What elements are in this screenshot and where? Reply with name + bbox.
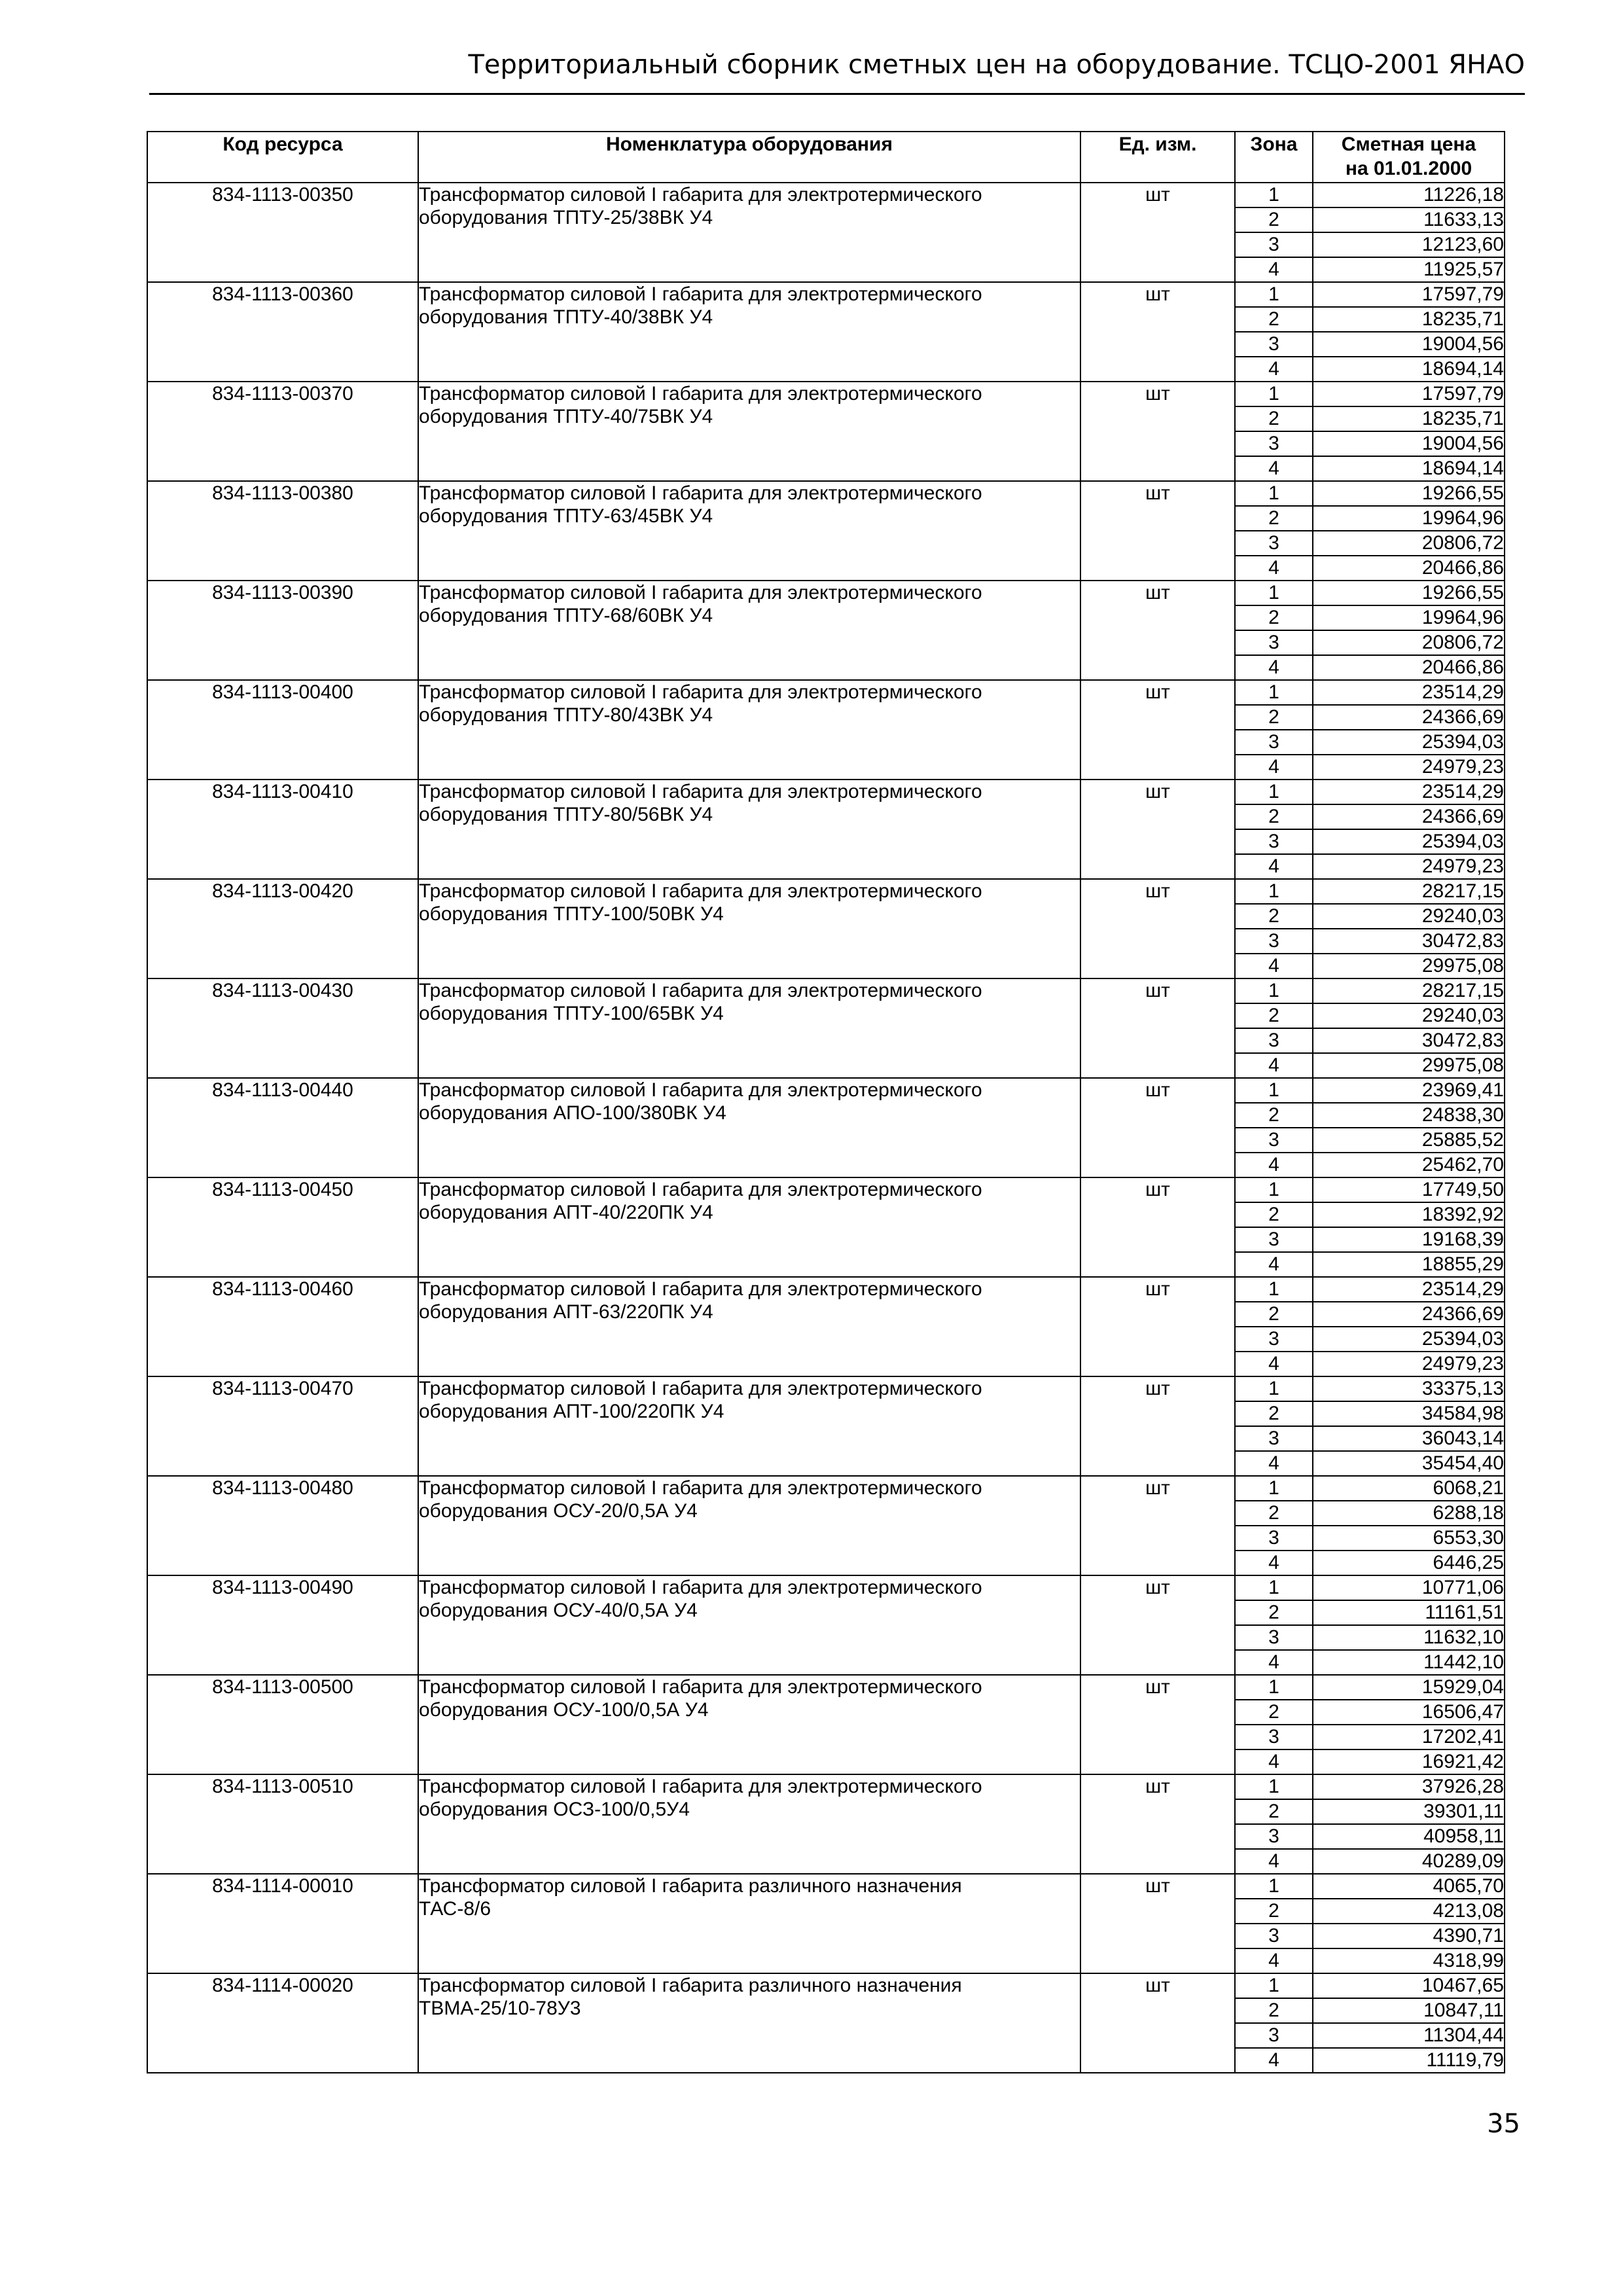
price-cell: 19964,96 bbox=[1313, 506, 1505, 531]
equipment-name-line1: Трансформатор силовой I габарита различного назначения bbox=[419, 1975, 962, 1996]
price-cell: 6068,21 bbox=[1313, 1476, 1505, 1501]
zone-cell: 2 bbox=[1235, 1600, 1313, 1625]
resource-code-cell: 834-1114-00020 bbox=[147, 1973, 418, 2073]
zone-cell: 2 bbox=[1235, 1302, 1313, 1327]
zone-cell: 2 bbox=[1235, 406, 1313, 431]
column-header-name: Номенклатура оборудования bbox=[418, 132, 1080, 183]
column-header-zone: Зона bbox=[1235, 132, 1313, 183]
unit-cell: шт bbox=[1080, 1277, 1235, 1376]
price-cell: 20466,86 bbox=[1313, 556, 1505, 581]
zone-cell: 3 bbox=[1235, 1924, 1313, 1948]
document-title: Территориальный сборник сметных цен на оборудование. ТСЦО-2001 ЯНАО bbox=[468, 50, 1525, 80]
zone-cell: 3 bbox=[1235, 531, 1313, 556]
price-cell: 19168,39 bbox=[1313, 1227, 1505, 1252]
zone-cell: 2 bbox=[1235, 605, 1313, 630]
unit-cell: шт bbox=[1080, 382, 1235, 481]
equipment-name-line2: оборудования АПТ-100/220ПК У4 bbox=[419, 1401, 724, 1422]
equipment-name-line1: Трансформатор силовой I габарита для электротермического bbox=[419, 1179, 982, 1200]
equipment-name-line2: оборудования ОСЗ-100/0,5У4 bbox=[419, 1799, 690, 1820]
equipment-name-line2: оборудования ТПТУ-63/45ВК У4 bbox=[419, 505, 713, 527]
resource-code-cell: 834-1113-00500 bbox=[147, 1675, 418, 1774]
resource-code-cell: 834-1113-00360 bbox=[147, 282, 418, 382]
price-cell: 23514,29 bbox=[1313, 1277, 1505, 1302]
price-cell: 24979,23 bbox=[1313, 854, 1505, 879]
price-cell: 24366,69 bbox=[1313, 804, 1505, 829]
price-cell: 16506,47 bbox=[1313, 1700, 1505, 1725]
resource-code-cell: 834-1113-00380 bbox=[147, 481, 418, 581]
zone-cell: 4 bbox=[1235, 357, 1313, 382]
equipment-name-cell bbox=[418, 1476, 1080, 1575]
zone-cell: 1 bbox=[1235, 382, 1313, 406]
equipment-name-line1: Трансформатор силовой I габарита для электротермического bbox=[419, 383, 982, 404]
column-header-price-line1: Сметная цена bbox=[1341, 134, 1476, 155]
zone-cell: 3 bbox=[1235, 2023, 1313, 2048]
equipment-name-line2: оборудования АПО-100/380ВК У4 bbox=[419, 1102, 726, 1124]
zone-cell: 2 bbox=[1235, 1103, 1313, 1128]
table-row bbox=[147, 481, 1505, 506]
resource-code-cell: 834-1113-00400 bbox=[147, 680, 418, 780]
unit-cell: шт bbox=[1080, 879, 1235, 978]
zone-cell: 4 bbox=[1235, 655, 1313, 680]
zone-cell: 1 bbox=[1235, 1575, 1313, 1600]
table-body bbox=[147, 183, 1505, 2073]
equipment-name-cell bbox=[418, 1078, 1080, 1177]
resource-code-cell: 834-1113-00440 bbox=[147, 1078, 418, 1177]
equipment-name-cell bbox=[418, 1874, 1080, 1973]
price-cell: 24366,69 bbox=[1313, 1302, 1505, 1327]
zone-cell: 1 bbox=[1235, 1874, 1313, 1899]
equipment-name-cell bbox=[418, 780, 1080, 879]
price-cell: 33375,13 bbox=[1313, 1376, 1505, 1401]
equipment-name-cell bbox=[418, 1376, 1080, 1476]
price-cell: 10467,65 bbox=[1313, 1973, 1505, 1998]
equipment-name-line2: оборудования ТПТУ-100/50ВК У4 bbox=[419, 903, 724, 925]
price-cell: 6288,18 bbox=[1313, 1501, 1505, 1526]
zone-cell: 4 bbox=[1235, 1551, 1313, 1575]
price-cell: 19004,56 bbox=[1313, 431, 1505, 456]
zone-cell: 4 bbox=[1235, 456, 1313, 481]
equipment-name-cell bbox=[418, 1675, 1080, 1774]
price-cell: 12123,60 bbox=[1313, 232, 1505, 257]
zone-cell: 1 bbox=[1235, 978, 1313, 1003]
price-cell: 37926,28 bbox=[1313, 1774, 1505, 1799]
zone-cell: 4 bbox=[1235, 1053, 1313, 1078]
equipment-name-cell bbox=[418, 382, 1080, 481]
equipment-name-line2: оборудования АПТ-63/220ПК У4 bbox=[419, 1301, 713, 1323]
column-header-unit: Ед. изм. bbox=[1080, 132, 1235, 183]
price-cell: 23514,29 bbox=[1313, 680, 1505, 705]
zone-cell: 3 bbox=[1235, 1128, 1313, 1153]
zone-cell: 3 bbox=[1235, 1227, 1313, 1252]
zone-cell: 4 bbox=[1235, 954, 1313, 978]
resource-code-cell: 834-1113-00370 bbox=[147, 382, 418, 481]
zone-cell: 2 bbox=[1235, 506, 1313, 531]
zone-cell: 1 bbox=[1235, 1774, 1313, 1799]
resource-code-cell: 834-1113-00460 bbox=[147, 1277, 418, 1376]
equipment-name-line2: оборудования ТПТУ-80/43ВК У4 bbox=[419, 704, 713, 726]
table-row bbox=[147, 1177, 1505, 1202]
zone-cell: 2 bbox=[1235, 1401, 1313, 1426]
table-row bbox=[147, 1476, 1505, 1501]
column-header-price-line2: на 01.01.2000 bbox=[1345, 158, 1472, 179]
price-cell: 25462,70 bbox=[1313, 1153, 1505, 1177]
unit-cell: шт bbox=[1080, 1575, 1235, 1675]
equipment-name-line2: оборудования ОСУ-20/0,5А У4 bbox=[419, 1500, 698, 1522]
page-header bbox=[149, 47, 1525, 95]
equipment-name-line1: Трансформатор силовой I габарита для электротермического bbox=[419, 980, 982, 1001]
resource-code-cell: 834-1113-00490 bbox=[147, 1575, 418, 1675]
unit-cell: шт bbox=[1080, 1874, 1235, 1973]
price-cell: 20466,86 bbox=[1313, 655, 1505, 680]
price-cell: 15929,04 bbox=[1313, 1675, 1505, 1700]
equipment-name-line2: оборудования ОСУ-100/0,5А У4 bbox=[419, 1699, 709, 1721]
zone-cell: 3 bbox=[1235, 1028, 1313, 1053]
zone-cell: 2 bbox=[1235, 1899, 1313, 1924]
equipment-name-cell bbox=[418, 481, 1080, 581]
price-cell: 17749,50 bbox=[1313, 1177, 1505, 1202]
zone-cell: 1 bbox=[1235, 879, 1313, 904]
resource-code-cell: 834-1113-00430 bbox=[147, 978, 418, 1078]
zone-cell: 3 bbox=[1235, 1526, 1313, 1551]
price-cell: 18855,29 bbox=[1313, 1252, 1505, 1277]
price-cell: 19266,55 bbox=[1313, 581, 1505, 605]
price-table bbox=[147, 131, 1505, 2073]
price-cell: 11632,10 bbox=[1313, 1625, 1505, 1650]
equipment-name-line2: оборудования ОСУ-40/0,5А У4 bbox=[419, 1600, 698, 1621]
table-row bbox=[147, 1675, 1505, 1700]
zone-cell: 1 bbox=[1235, 1376, 1313, 1401]
equipment-name-cell bbox=[418, 183, 1080, 282]
zone-cell: 2 bbox=[1235, 1501, 1313, 1526]
table-row bbox=[147, 1973, 1505, 1998]
equipment-name-line2: оборудования ТПТУ-80/56ВК У4 bbox=[419, 804, 713, 825]
equipment-name-cell bbox=[418, 1575, 1080, 1675]
table-row bbox=[147, 382, 1505, 406]
price-cell: 11442,10 bbox=[1313, 1650, 1505, 1675]
price-cell: 11925,57 bbox=[1313, 257, 1505, 282]
equipment-name-line1: Трансформатор силовой I габарита для электротермического bbox=[419, 1676, 982, 1698]
price-cell: 11119,79 bbox=[1313, 2048, 1505, 2073]
column-header-price bbox=[1313, 132, 1505, 183]
price-cell: 6553,30 bbox=[1313, 1526, 1505, 1551]
price-cell: 40958,11 bbox=[1313, 1824, 1505, 1849]
price-cell: 11633,13 bbox=[1313, 207, 1505, 232]
price-cell: 4213,08 bbox=[1313, 1899, 1505, 1924]
equipment-name-cell bbox=[418, 1177, 1080, 1277]
zone-cell: 1 bbox=[1235, 1078, 1313, 1103]
unit-cell: шт bbox=[1080, 978, 1235, 1078]
zone-cell: 2 bbox=[1235, 705, 1313, 730]
equipment-name-line1: Трансформатор силовой I габарита для электротермического bbox=[419, 1577, 982, 1598]
price-cell: 34584,98 bbox=[1313, 1401, 1505, 1426]
price-cell: 17597,79 bbox=[1313, 282, 1505, 307]
unit-cell: шт bbox=[1080, 581, 1235, 680]
zone-cell: 4 bbox=[1235, 257, 1313, 282]
price-cell: 23969,41 bbox=[1313, 1078, 1505, 1103]
price-cell: 18235,71 bbox=[1313, 307, 1505, 332]
equipment-name-line1: Трансформатор силовой I габарита для электротермического bbox=[419, 582, 982, 603]
equipment-name-line1: Трансформатор силовой I габарита для электротермического bbox=[419, 880, 982, 902]
price-cell: 17597,79 bbox=[1313, 382, 1505, 406]
unit-cell: шт bbox=[1080, 183, 1235, 282]
price-cell: 19004,56 bbox=[1313, 332, 1505, 357]
price-cell: 6446,25 bbox=[1313, 1551, 1505, 1575]
table-row bbox=[147, 1277, 1505, 1302]
unit-cell: шт bbox=[1080, 1774, 1235, 1874]
price-cell: 24979,23 bbox=[1313, 1352, 1505, 1376]
price-cell: 18235,71 bbox=[1313, 406, 1505, 431]
price-cell: 40289,09 bbox=[1313, 1849, 1505, 1874]
price-cell: 30472,83 bbox=[1313, 1028, 1505, 1053]
zone-cell: 1 bbox=[1235, 581, 1313, 605]
table-row bbox=[147, 581, 1505, 605]
price-cell: 10771,06 bbox=[1313, 1575, 1505, 1600]
zone-cell: 1 bbox=[1235, 1675, 1313, 1700]
zone-cell: 2 bbox=[1235, 1799, 1313, 1824]
table-row bbox=[147, 680, 1505, 705]
table-row bbox=[147, 780, 1505, 804]
page-number: 35 bbox=[1487, 2109, 1520, 2139]
equipment-name-line1: Трансформатор силовой I габарита для электротермического bbox=[419, 482, 982, 504]
zone-cell: 2 bbox=[1235, 804, 1313, 829]
unit-cell: шт bbox=[1080, 1476, 1235, 1575]
zone-cell: 3 bbox=[1235, 929, 1313, 954]
price-cell: 19964,96 bbox=[1313, 605, 1505, 630]
zone-cell: 3 bbox=[1235, 730, 1313, 755]
price-cell: 4065,70 bbox=[1313, 1874, 1505, 1899]
zone-cell: 3 bbox=[1235, 232, 1313, 257]
price-cell: 35454,40 bbox=[1313, 1451, 1505, 1476]
unit-cell: шт bbox=[1080, 1078, 1235, 1177]
zone-cell: 4 bbox=[1235, 854, 1313, 879]
price-cell: 29975,08 bbox=[1313, 954, 1505, 978]
price-cell: 36043,14 bbox=[1313, 1426, 1505, 1451]
price-cell: 18694,14 bbox=[1313, 357, 1505, 382]
equipment-name-line1: Трансформатор силовой I габарита для электротермического bbox=[419, 1278, 982, 1300]
table-row bbox=[147, 282, 1505, 307]
zone-cell: 4 bbox=[1235, 1451, 1313, 1476]
zone-cell: 4 bbox=[1235, 1252, 1313, 1277]
resource-code-cell: 834-1113-00450 bbox=[147, 1177, 418, 1277]
unit-cell: шт bbox=[1080, 1376, 1235, 1476]
zone-cell: 4 bbox=[1235, 1153, 1313, 1177]
price-cell: 30472,83 bbox=[1313, 929, 1505, 954]
price-cell: 11226,18 bbox=[1313, 183, 1505, 207]
equipment-name-line2: оборудования ТПТУ-68/60ВК У4 bbox=[419, 605, 713, 626]
zone-cell: 4 bbox=[1235, 1650, 1313, 1675]
equipment-name-line1: Трансформатор силовой I габарита для электротермического bbox=[419, 184, 982, 206]
equipment-name-line2: оборудования ТПТУ-100/65ВК У4 bbox=[419, 1003, 724, 1024]
table-row bbox=[147, 1874, 1505, 1899]
zone-cell: 1 bbox=[1235, 1973, 1313, 1998]
unit-cell: шт bbox=[1080, 1675, 1235, 1774]
price-cell: 28217,15 bbox=[1313, 879, 1505, 904]
price-cell: 18392,92 bbox=[1313, 1202, 1505, 1227]
resource-code-cell: 834-1113-00350 bbox=[147, 183, 418, 282]
zone-cell: 1 bbox=[1235, 481, 1313, 506]
resource-code-cell: 834-1113-00470 bbox=[147, 1376, 418, 1476]
zone-cell: 2 bbox=[1235, 1998, 1313, 2023]
unit-cell: шт bbox=[1080, 780, 1235, 879]
zone-cell: 3 bbox=[1235, 829, 1313, 854]
price-cell: 16921,42 bbox=[1313, 1749, 1505, 1774]
unit-cell: шт bbox=[1080, 481, 1235, 581]
price-cell: 29240,03 bbox=[1313, 904, 1505, 929]
zone-cell: 1 bbox=[1235, 1277, 1313, 1302]
price-cell: 29240,03 bbox=[1313, 1003, 1505, 1028]
equipment-name-line2: оборудования ТПТУ-25/38ВК У4 bbox=[419, 207, 713, 228]
equipment-name-line2: ТВМА-25/10-78У3 bbox=[419, 1998, 581, 2019]
zone-cell: 1 bbox=[1235, 183, 1313, 207]
table-row bbox=[147, 1774, 1505, 1799]
equipment-name-line1: Трансформатор силовой I габарита различного назначения bbox=[419, 1875, 962, 1897]
zone-cell: 3 bbox=[1235, 1725, 1313, 1749]
equipment-name-line1: Трансформатор силовой I габарита для электротермического bbox=[419, 681, 982, 703]
zone-cell: 2 bbox=[1235, 1700, 1313, 1725]
equipment-name-cell bbox=[418, 282, 1080, 382]
equipment-name-line1: Трансформатор силовой I габарита для электротермического bbox=[419, 1378, 982, 1399]
resource-code-cell: 834-1113-00420 bbox=[147, 879, 418, 978]
unit-cell: шт bbox=[1080, 1177, 1235, 1277]
equipment-name-cell bbox=[418, 680, 1080, 780]
unit-cell: шт bbox=[1080, 282, 1235, 382]
equipment-name-cell bbox=[418, 879, 1080, 978]
zone-cell: 4 bbox=[1235, 1948, 1313, 1973]
zone-cell: 4 bbox=[1235, 1849, 1313, 1874]
equipment-name-cell bbox=[418, 1277, 1080, 1376]
price-cell: 24838,30 bbox=[1313, 1103, 1505, 1128]
price-cell: 10847,11 bbox=[1313, 1998, 1505, 2023]
zone-cell: 2 bbox=[1235, 1003, 1313, 1028]
zone-cell: 3 bbox=[1235, 332, 1313, 357]
equipment-name-line2: оборудования ТПТУ-40/75ВК У4 bbox=[419, 406, 713, 427]
column-header-code: Код ресурса bbox=[147, 132, 418, 183]
equipment-name-cell bbox=[418, 581, 1080, 680]
price-cell: 17202,41 bbox=[1313, 1725, 1505, 1749]
table-row bbox=[147, 1575, 1505, 1600]
zone-cell: 3 bbox=[1235, 1824, 1313, 1849]
price-cell: 25885,52 bbox=[1313, 1128, 1505, 1153]
price-cell: 25394,03 bbox=[1313, 730, 1505, 755]
equipment-name-line2: ТАС-8/6 bbox=[419, 1898, 491, 1920]
table-row bbox=[147, 978, 1505, 1003]
zone-cell: 1 bbox=[1235, 780, 1313, 804]
equipment-name-cell bbox=[418, 1774, 1080, 1874]
zone-cell: 2 bbox=[1235, 307, 1313, 332]
price-cell: 4318,99 bbox=[1313, 1948, 1505, 1973]
equipment-name-line2: оборудования АПТ-40/220ПК У4 bbox=[419, 1202, 713, 1223]
zone-cell: 1 bbox=[1235, 680, 1313, 705]
unit-cell: шт bbox=[1080, 680, 1235, 780]
zone-cell: 3 bbox=[1235, 1625, 1313, 1650]
zone-cell: 4 bbox=[1235, 1749, 1313, 1774]
table-row bbox=[147, 1078, 1505, 1103]
price-cell: 25394,03 bbox=[1313, 1327, 1505, 1352]
zone-cell: 4 bbox=[1235, 755, 1313, 780]
price-cell: 4390,71 bbox=[1313, 1924, 1505, 1948]
resource-code-cell: 834-1113-00390 bbox=[147, 581, 418, 680]
table-row bbox=[147, 183, 1505, 207]
price-cell: 39301,11 bbox=[1313, 1799, 1505, 1824]
zone-cell: 3 bbox=[1235, 431, 1313, 456]
price-cell: 11161,51 bbox=[1313, 1600, 1505, 1625]
price-cell: 24366,69 bbox=[1313, 705, 1505, 730]
price-cell: 18694,14 bbox=[1313, 456, 1505, 481]
zone-cell: 1 bbox=[1235, 1177, 1313, 1202]
zone-cell: 4 bbox=[1235, 2048, 1313, 2073]
zone-cell: 2 bbox=[1235, 904, 1313, 929]
resource-code-cell: 834-1113-00480 bbox=[147, 1476, 418, 1575]
table-row bbox=[147, 1376, 1505, 1401]
zone-cell: 3 bbox=[1235, 1327, 1313, 1352]
equipment-name-line1: Трансформатор силовой I габарита для электротермического bbox=[419, 1079, 982, 1101]
equipment-name-line1: Трансформатор силовой I габарита для электротермического bbox=[419, 781, 982, 802]
equipment-name-line2: оборудования ТПТУ-40/38ВК У4 bbox=[419, 306, 713, 328]
equipment-name-line1: Трансформатор силовой I габарита для электротермического bbox=[419, 1477, 982, 1499]
zone-cell: 4 bbox=[1235, 1352, 1313, 1376]
equipment-name-line1: Трансформатор силовой I габарита для электротермического bbox=[419, 283, 982, 305]
zone-cell: 4 bbox=[1235, 556, 1313, 581]
resource-code-cell: 834-1113-00510 bbox=[147, 1774, 418, 1874]
zone-cell: 1 bbox=[1235, 282, 1313, 307]
price-cell: 11304,44 bbox=[1313, 2023, 1505, 2048]
resource-code-cell: 834-1113-00410 bbox=[147, 780, 418, 879]
zone-cell: 3 bbox=[1235, 1426, 1313, 1451]
equipment-name-cell bbox=[418, 1973, 1080, 2073]
table-row bbox=[147, 879, 1505, 904]
price-cell: 24979,23 bbox=[1313, 755, 1505, 780]
zone-cell: 2 bbox=[1235, 207, 1313, 232]
price-cell: 25394,03 bbox=[1313, 829, 1505, 854]
equipment-name-line1: Трансформатор силовой I габарита для электротермического bbox=[419, 1776, 982, 1797]
zone-cell: 1 bbox=[1235, 1476, 1313, 1501]
table-header-row bbox=[147, 132, 1505, 183]
zone-cell: 2 bbox=[1235, 1202, 1313, 1227]
unit-cell: шт bbox=[1080, 1973, 1235, 2073]
equipment-name-cell bbox=[418, 978, 1080, 1078]
resource-code-cell: 834-1114-00010 bbox=[147, 1874, 418, 1973]
price-cell: 23514,29 bbox=[1313, 780, 1505, 804]
price-cell: 20806,72 bbox=[1313, 630, 1505, 655]
price-cell: 28217,15 bbox=[1313, 978, 1505, 1003]
price-cell: 29975,08 bbox=[1313, 1053, 1505, 1078]
zone-cell: 3 bbox=[1235, 630, 1313, 655]
price-cell: 20806,72 bbox=[1313, 531, 1505, 556]
price-cell: 19266,55 bbox=[1313, 481, 1505, 506]
